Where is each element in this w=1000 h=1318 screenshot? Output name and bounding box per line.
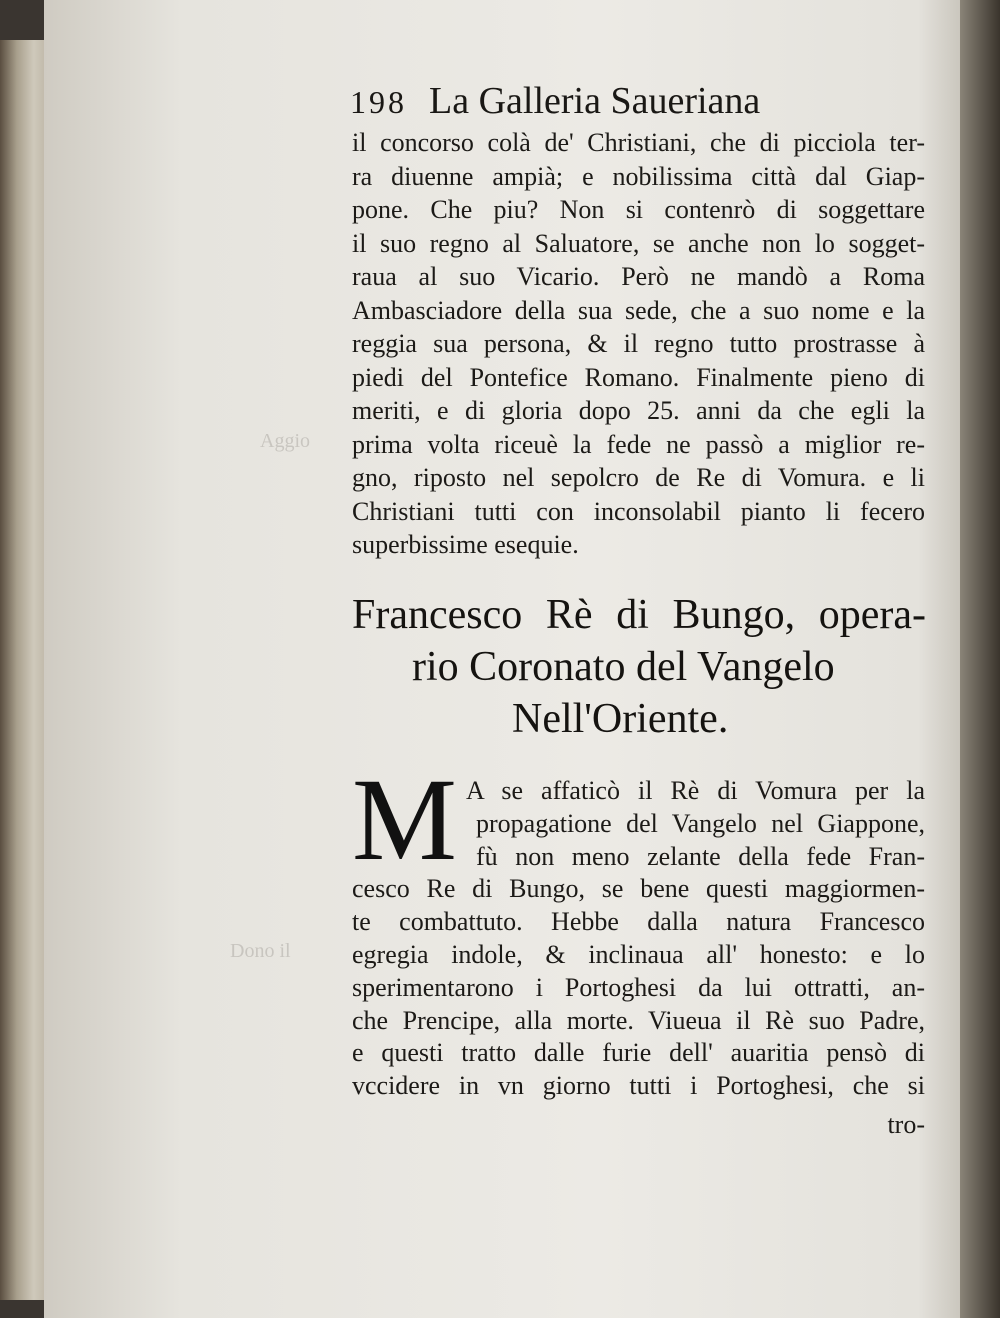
page-header bbox=[350, 80, 760, 130]
text-line: A se affaticò il Rè di Vomura per la bbox=[466, 776, 925, 805]
catchword: tro- bbox=[887, 1110, 925, 1139]
text-line: meriti, e di gloria dopo 25. anni da che egli la bbox=[352, 396, 925, 425]
bleed-through-text: Aggio bbox=[260, 430, 310, 452]
text-line: sperimentarono i Portoghesi da lui ottratti, an- bbox=[352, 972, 925, 1002]
text-line: raua al suo Vicario. Però ne mandò a Roma bbox=[352, 262, 925, 291]
page-number: 198 bbox=[350, 84, 407, 120]
text-line: prima volta riceuè la fede ne passò a miglior re- bbox=[352, 429, 925, 459]
text-line: te combattuto. Hebbe dalla natura Francesco bbox=[352, 907, 925, 937]
book-spine-edge bbox=[960, 0, 1000, 1318]
text-line: vccidere in vn giorno tutti i Portoghesi, che si bbox=[352, 1071, 925, 1101]
text-line: reggia sua persona, & il regno tutto prostrasse à bbox=[352, 329, 925, 358]
running-title: La Galleria Saueriana bbox=[429, 80, 761, 122]
drop-cap: M bbox=[352, 770, 457, 870]
bleed-through-text: Dono il bbox=[230, 940, 291, 962]
text-line: superbissime esequie. bbox=[352, 530, 579, 559]
text-line: cesco Re di Bungo, se bene questi maggiormen- bbox=[352, 874, 925, 904]
text-line: propagatione del Vangelo nel Giappone, bbox=[476, 808, 925, 838]
section-heading-line: Francesco Rè di Bungo, opera- bbox=[352, 592, 926, 638]
section-heading-line: rio Coronato del Vangelo bbox=[412, 644, 835, 690]
text-line: e questi tratto dalle furie dell' auaritia pensò di bbox=[352, 1038, 925, 1068]
text-line: piedi del Pontefice Romano. Finalmente pieno di bbox=[352, 362, 925, 392]
text-line: il concorso colà de' Christiani, che di picciola ter- bbox=[352, 128, 925, 157]
text-line: ra diuenne ampià; e nobilissima città dal Giap- bbox=[352, 161, 925, 191]
text-line: Christiani tutti con inconsolabil pianto li fecero bbox=[352, 496, 925, 526]
section-heading-line: Nell'Oriente. bbox=[512, 696, 729, 742]
text-line: che Prencipe, alla morte. Viueua il Rè suo Padre, bbox=[352, 1005, 925, 1035]
text-line: il suo regno al Saluatore, se anche non lo sogget- bbox=[352, 228, 925, 258]
book-page-edges bbox=[0, 40, 48, 1300]
text-line: pone. Che piu? Non si contenrò di soggettare bbox=[352, 195, 925, 224]
text-line: fù non meno zelante della fede Fran- bbox=[476, 841, 925, 871]
text-line: gno, riposto nel sepolcro de Re di Vomura. e li bbox=[352, 463, 925, 492]
text-line: egregia indole, & inclinaua all' honesto: e lo bbox=[352, 940, 925, 969]
text-line: Ambasciadore della sua sede, che a suo nome e la bbox=[352, 295, 925, 325]
